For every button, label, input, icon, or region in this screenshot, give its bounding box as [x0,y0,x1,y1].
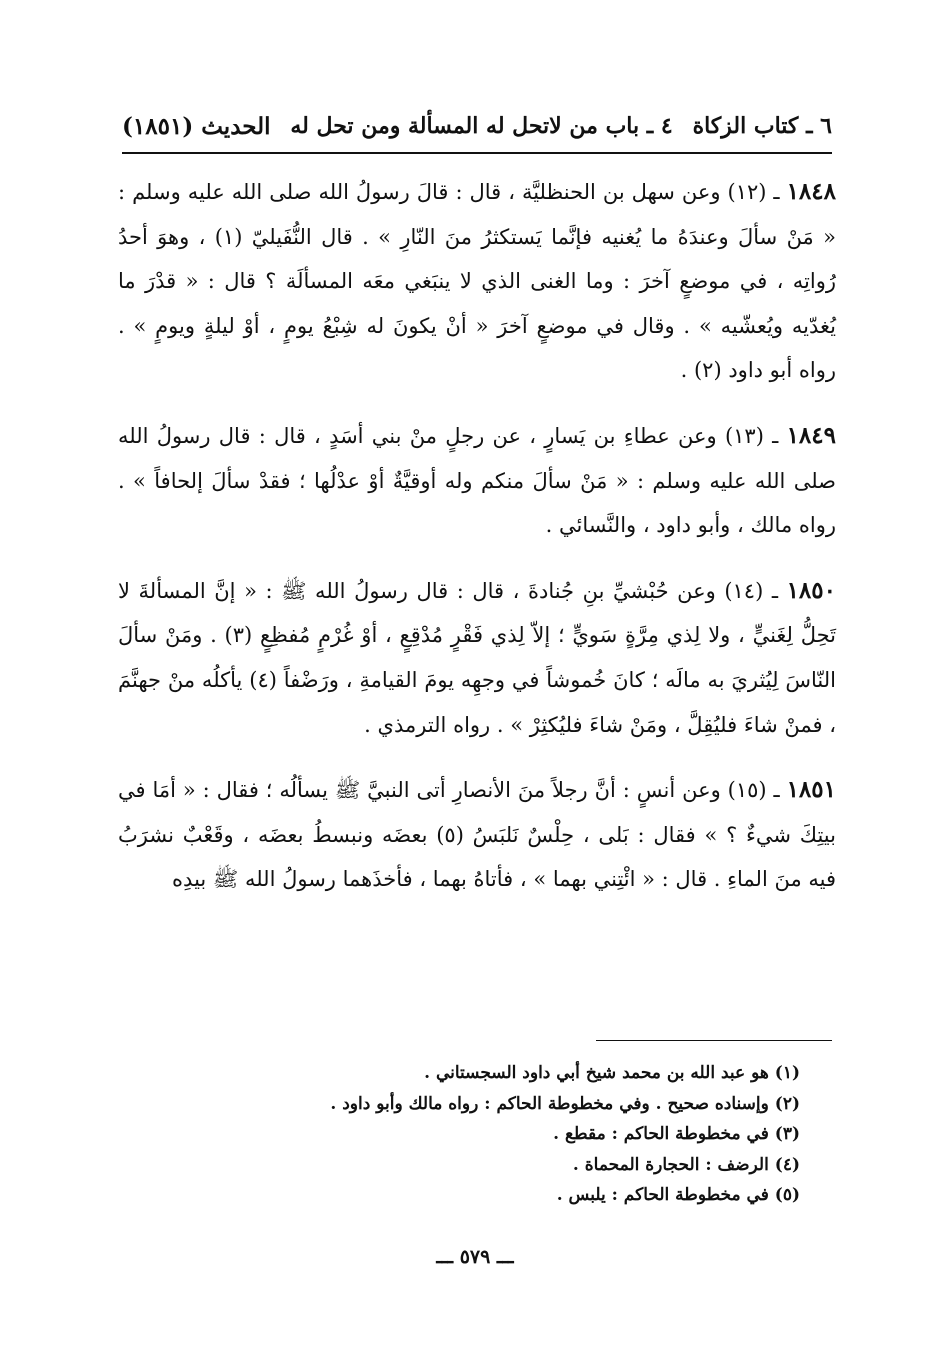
page-number: ـــ ٥٧٩ ـــ [436,1246,514,1268]
hadith-paragraph [118,170,836,393]
hadith-text: ـ (١٣) وعن عطاءِ بن يَسارٍ ، عن رجلٍ منْ بني أسَدٍ ، قال : قال رسولُ الله صلى الله عليه وسلم : « مَنْ سألَ منكم وله أوقيَّةٌ أوْ عدْلُها ؛ فقدْ سألَ إلحافاً » . رواه مالك ، وأبو داود ، والنَّسائي . [118,423,836,538]
hadith-number: ١٨٥٠ [786,576,836,604]
hadith-text: ـ (١٤) وعن حُبْشيِّ بنِ جُنادةَ ، قال : قال رسولُ الله ﷺ : « إنَّ المسألةَ لا تَحِلُّ لِغَنيٍّ ، ولا لِذي مِرَّةٍ سَويٍّ ؛ إلاّ لِذي فَقْرٍ مُدْقِعٍ ، أوْ غُرْمٍ مُفظِعٍ (٣) . ومَنْ سألَ النّاسَ لِيُثريَ به مالَه ؛ كانَ خُموشاً في وجهِه يومَ القيامةِ ، ورَضْفاً (٤) يأكلُه منْ جهنَّمَ ، فمنْ شاءَ فليُقِلَّ ، ومَنْ شاءَ فليُكثِرْ » . رواه الترمذي . [118,578,836,737]
header-book-title: ٦ ـ كتاب الزكاة [692,113,832,139]
running-header [122,104,832,148]
hadith-number: ١٨٥١ [786,776,836,804]
header-chapter-title: ٤ ـ باب من لاتحل له المسألة ومن تحل له [290,113,673,139]
footnote: (٥) في مخطوطة الحاكم : يلبس . [556,1185,800,1205]
hadith-text: ـ (١٢) وعن سهل بن الحنظليَّة ، قال : قالَ رسولُ الله صلى الله عليه وسلم : « مَنْ سألَ وعندَهُ ما يُغنيه فإنَّما يَستكثرُ منَ النّارِ » . قال النُّفَيليّ (١) ، وهوَ أحدُ رُواتِه ، في موضعٍ آخرَ : وما الغنى الذي لا ينبَغي معَه المسألَة ؟ قال : « قدْرَ ما يُغدّيه ويُعشّيه » . وقال في موضعٍ آخرَ « أنْ يكونَ له شِبْعُ يومٍ ، أوْ ليلةٍ ويومٍ » . رواه أبو داود (٢) . [118,180,836,383]
hadith-paragraph [118,414,836,548]
header-rule [122,152,832,154]
footnotes [280,1058,800,1211]
footnote: (١) هو عبد الله بن محمد شيخ أبي داود السجستاني . [424,1063,800,1083]
hadith-paragraph [118,768,836,902]
main-text [118,170,836,923]
hadith-number: ١٨٤٨ [786,178,836,205]
hadith-text: ـ (١٥) وعن أنسٍ : أنَّ رجلاً منَ الأنصارِ أتى النبيَّ ﷺ يسألُه ؛ فقال : « أمَا في بيتِكَ شيءٌ ؟ » فقال : بَلى ، حِلْسٌ نَلبَسُ (٥) بعضَه ونبسطُ بعضَه ، وقَعْبٌ نشرَبُ فيه منَ الماءِ . قال : « ائْتِني بهما » ، فأتاهُ بهما ، فأخذَهما رسولُ الله ﷺ بيدِه [118,778,836,892]
footnote: (٣) في مخطوطة الحاكم : مقطع . [553,1124,800,1144]
footnote: (٤) الرضف : الحجارة المحماة . [572,1154,800,1175]
footnote: (٢) وإسناده صحيح . وفي مخطوطة الحاكم : رواه مالك وأبو داود . [330,1093,800,1114]
header-hadith-range: الحديث (١٨٥١) [122,112,271,140]
hadith-number: ١٨٤٩ [786,421,836,449]
hadith-paragraph [118,569,836,747]
footnote-rule [596,1040,832,1041]
